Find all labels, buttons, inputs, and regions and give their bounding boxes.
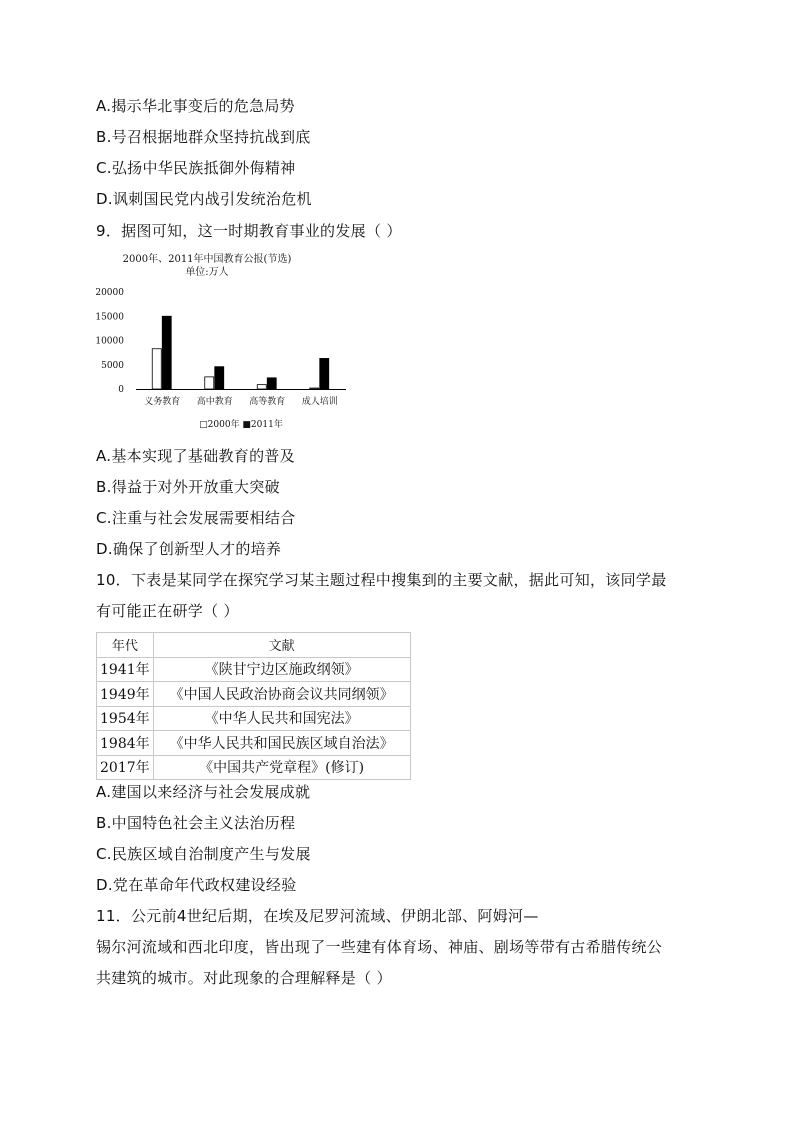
q10-option-d: D.党在革命年代政权建设经验 <box>96 876 297 894</box>
q10-option-a: A.建国以来经济与社会发展成就 <box>96 783 311 801</box>
table-row <box>97 682 411 707</box>
q9-option-b: B.得益于对外开放重大突破 <box>96 478 280 496</box>
q9-stem: 9．据图可知，这一时期教育事业的发展（ ） <box>96 222 402 240</box>
x-tick-label: 成人培训 <box>301 397 338 407</box>
bar-series-2011 <box>320 358 329 389</box>
bar-series-2000 <box>152 349 161 389</box>
q8-option-b: B.号召根据地群众坚持抗战到底 <box>96 128 311 146</box>
q9-option-d: D.确保了创新型人才的培养 <box>96 540 282 558</box>
table-cell-document: 《中华人民共和国宪法》 <box>153 706 410 731</box>
chart-subtitle: 单位:万人 <box>185 267 229 278</box>
x-tick-label: 义务教育 <box>144 397 181 407</box>
table-cell-document: 《陕甘宁边区施政纲领》 <box>153 657 410 682</box>
y-tick-label: 15000 <box>96 312 124 323</box>
chart-title: 2000年、2011年中国教育公报(节选) <box>122 254 292 265</box>
table-cell-year: 1984年 <box>97 731 154 756</box>
table-row <box>97 755 411 780</box>
table-cell-document: 《中华人民共和国民族区域自治法》 <box>153 731 410 756</box>
x-tick-label: 高等教育 <box>249 397 286 407</box>
y-tick-label: 20000 <box>96 288 124 298</box>
table-row <box>97 706 411 731</box>
q8-option-a: A.揭示华北事变后的危急局势 <box>96 97 295 115</box>
bar-series-2011 <box>267 378 276 389</box>
q10-stem-line2: 有可能正在研学（ ） <box>96 602 239 620</box>
y-tick-label: 5000 <box>101 360 124 371</box>
documents-table <box>96 632 411 780</box>
y-tick-label: 10000 <box>96 336 124 347</box>
q11-stem-line2: 锡尔河流域和西北印度，皆出现了一些建有体育场、神庙、剧场等带有古希腊传统公 <box>96 938 663 956</box>
y-tick-label: 0 <box>118 385 124 395</box>
q8-option-d: D.讽刺国民党内战引发统治危机 <box>96 190 312 208</box>
q9-option-a: A.基本实现了基础教育的普及 <box>96 447 295 465</box>
q11-stem-line1: 11．公元前4世纪后期，在埃及尼罗河流域、伊朗北部、阿姆河— <box>96 907 539 925</box>
table-header-document: 文献 <box>153 633 410 658</box>
table-row <box>97 657 411 682</box>
chart-legend: □2000年 ■2011年 <box>199 420 283 430</box>
bar-series-2000 <box>257 385 266 389</box>
education-bar-chart <box>96 250 366 440</box>
table-row <box>97 731 411 756</box>
q9-option-c: C.注重与社会发展需要相结合 <box>96 509 296 527</box>
bar-series-2011 <box>215 367 224 389</box>
bar-series-2000 <box>310 388 319 389</box>
bar-series-2000 <box>205 377 214 389</box>
table-cell-year: 2017年 <box>97 755 154 780</box>
table-cell-document: 《中国人民政治协商会议共同纲领》 <box>153 682 410 707</box>
bar-series-2011 <box>162 316 171 389</box>
q10-stem-line1: 10．下表是某同学在探究学习某主题过程中搜集到的主要文献，据此可知，该同学最 <box>96 571 667 589</box>
x-tick-label: 高中教育 <box>196 397 233 407</box>
table-cell-year: 1949年 <box>97 682 154 707</box>
q10-option-b: B.中国特色社会主义法治历程 <box>96 814 296 832</box>
table-cell-year: 1954年 <box>97 706 154 731</box>
table-header-row <box>97 633 411 658</box>
table-cell-document: 《中国共产党章程》(修订) <box>153 755 410 780</box>
table-cell-year: 1941年 <box>97 657 154 682</box>
q8-option-c: C.弘扬中华民族抵御外侮精神 <box>96 159 296 177</box>
q11-stem-line3: 共建筑的城市。对此现象的合理解释是（ ） <box>96 969 392 987</box>
table-header-year: 年代 <box>97 633 154 658</box>
q10-option-c: C.民族区域自治制度产生与发展 <box>96 845 311 863</box>
